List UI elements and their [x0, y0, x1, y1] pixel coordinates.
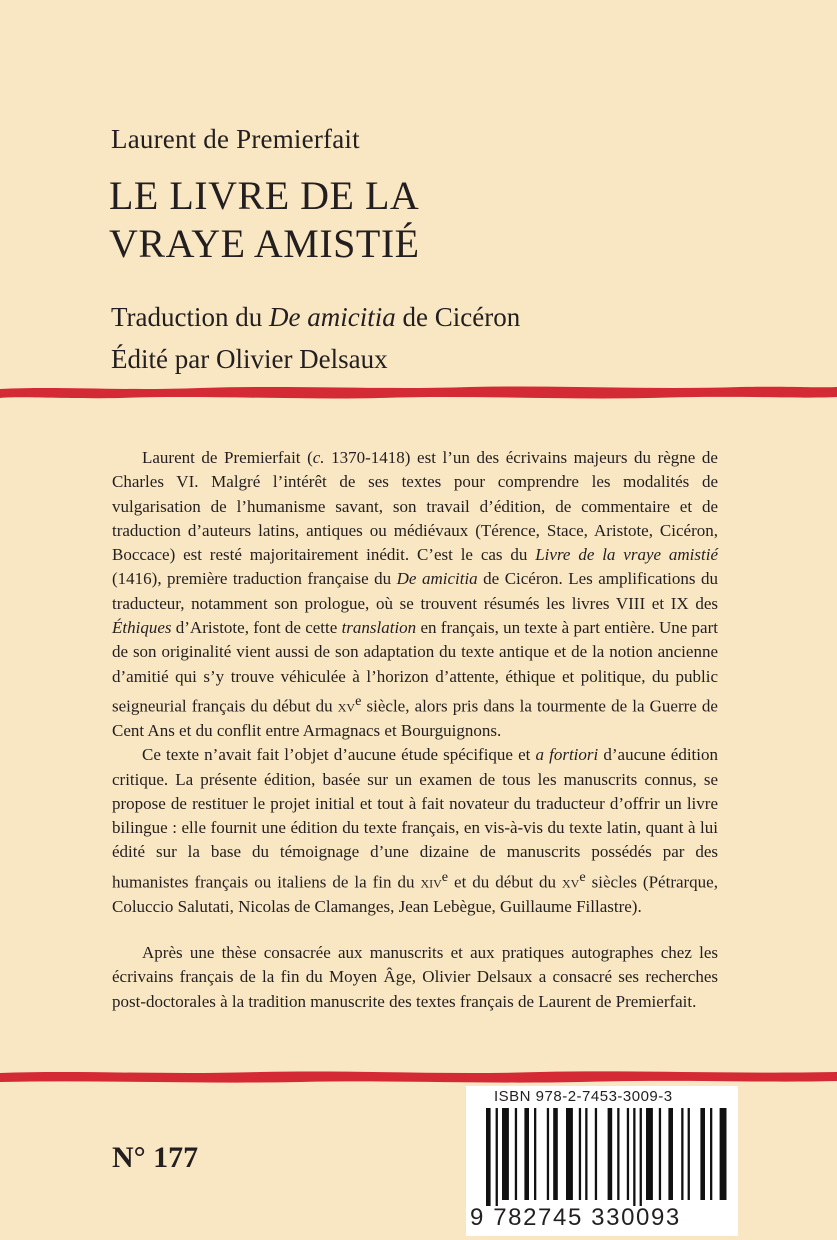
barcode-bar: [496, 1108, 498, 1206]
barcode-bar: [486, 1108, 491, 1206]
subtitle-italic: De amicitia: [269, 302, 396, 332]
subtitle-pre: Traduction du: [111, 302, 270, 332]
barcode-digits: 9 782745 330093: [470, 1204, 681, 1231]
barcode-bar: [700, 1108, 705, 1200]
author-bio-paragraph: Après une thèse consacrée aux manuscrits et aux pratiques autographes chez les écrivains français de la fin du Moyen Âge, Olivier Delsaux a consacré ses recherches post-doctorales à la tradition manuscrite des textes français de Laurent de Premierfait.: [112, 942, 718, 1011]
subtitle-block: [111, 296, 520, 380]
barcode-bar: [534, 1108, 536, 1200]
barcode-bar: [502, 1108, 509, 1200]
isbn-label: ISBN 978-2-7453-3009-3: [494, 1088, 673, 1105]
red-stripe-bottom: [0, 1068, 837, 1086]
blurb-paragraph-1: Laurent de Premierfait (c. 1370-1418) est l’un des écrivains majeurs du règne de Charles VI. Malgré l’intérêt de ses textes pour comprendre les modalités de vulgarisation de l’humanisme savant, son travail d’édition, de commentaire et de traduction d’auteurs latins, antiques ou médiévaux (Térence, Stace, Aristote, Cicéron, Boccace) est resté majoritairement inédit. C’est le cas du Livre de la vraye amistié (1416), première traduction française du De amicitia de Cicéron. Les amplifications du traducteur, notamment son prologue, où se trouvent résumés les livres VIII et IX des Éthiques d’Aristote, font de cette translation en français, un texte à part entière. Une part de son originalité vient aussi de son adaptation du texte antique et de la notion ancienne d’amitié qui s’y trouve véhiculée à l’horizon d’attente, éthique et politique, du public seigneurial français du début du $xv^e$ siècle, alors pris dans la tourmente de la Guerre de Cent Ans et du conflit entre Armagnacs et Bourguignons.: [112, 448, 718, 740]
barcode-bar: [585, 1108, 587, 1200]
barcode-bar: [646, 1108, 653, 1200]
isbn-barcode: [466, 1086, 738, 1236]
barcode-bar: [617, 1108, 619, 1200]
translation-line: [111, 296, 520, 338]
subtitle-post: de Cicéron: [395, 302, 521, 332]
title-line-2: VRAYE AMISTIÉ: [109, 221, 420, 266]
barcode-bar: [524, 1108, 529, 1200]
author-name: Laurent de Premierfait: [111, 124, 360, 154]
back-cover-blurb: [112, 446, 718, 1014]
stripe-shape-top: [0, 387, 837, 399]
red-stripe-top: [0, 383, 837, 401]
barcode-bar: [659, 1108, 661, 1200]
barcode-bar: [633, 1108, 635, 1206]
barcode-bar: [668, 1108, 673, 1200]
editor-line: Édité par Olivier Delsaux: [111, 344, 388, 374]
barcode-bar: [608, 1108, 613, 1200]
barcode-bars: [466, 1108, 738, 1206]
blurb-paragraph-2: Ce texte n’avait fait l’objet d’aucune étude spécifique et a fortiori d’aucune édition critique. La présente édition, basée sur un examen de tous les manuscrits connus, se propose de restituer le projet initial et tout à fait novateur du traducteur d’offrir un livre bilingue : elle fournit une édition du texte français, en vis-à-vis du texte latin, quant à lui édité sur la base du témoignage d’une dizaine de manuscrits possédés par des humanistes français ou italiens de la fin du xiv$^e$ et du début du $xv^e$ siècles (Pétrarque, Coluccio Salutati, Nicolas de Clamanges, Jean Lebègue, Guillaume Fillastre).: [112, 745, 719, 916]
barcode-bar: [595, 1108, 597, 1200]
barcode-bar: [720, 1108, 727, 1200]
barcode-bar: [640, 1108, 642, 1206]
barcode-bar: [688, 1108, 690, 1200]
stripe-shape-bottom: [0, 1071, 837, 1082]
barcode-bar: [553, 1108, 558, 1200]
barcode-bar: [566, 1108, 573, 1200]
barcode-bar: [710, 1108, 712, 1200]
title-line-1: LE LIVRE DE LA: [109, 173, 420, 218]
barcode-bar: [547, 1108, 549, 1200]
barcode-bar: [515, 1108, 517, 1200]
barcode-bar: [627, 1108, 629, 1200]
series-number: N° 177: [112, 1141, 199, 1174]
barcode-bar: [681, 1108, 683, 1200]
book-title: [109, 172, 420, 268]
barcode-bar: [579, 1108, 581, 1200]
